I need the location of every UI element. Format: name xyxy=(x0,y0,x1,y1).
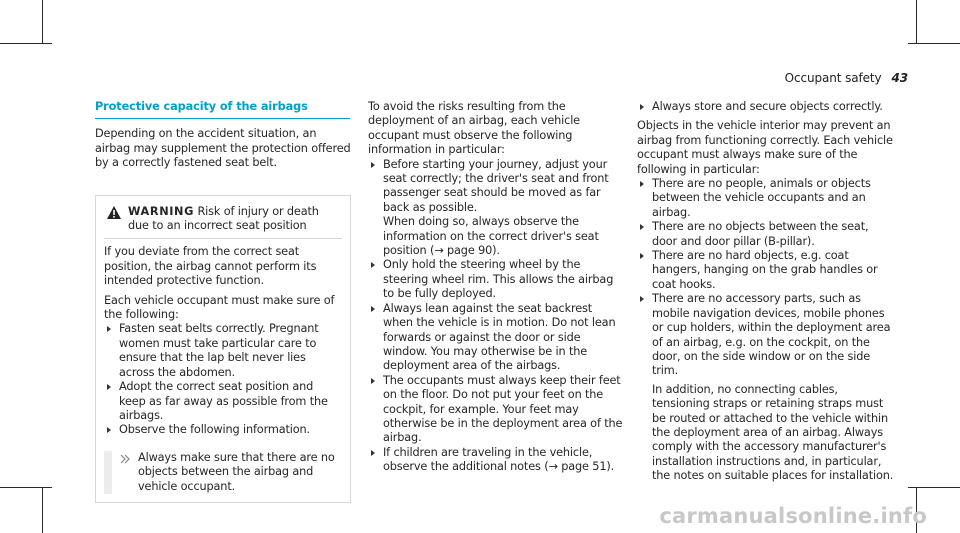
warning-triangle-icon xyxy=(107,206,121,219)
divider xyxy=(104,238,342,239)
page-number: 43 xyxy=(891,71,908,85)
warning-label: WARNING xyxy=(128,204,194,218)
list-item-text: Before starting your journey, adjust your seat correctly; the driver's seat and front passenger seat should be moved as far back as possible. xyxy=(383,157,609,214)
list-item: There are no hard objects, e.g. coat hangers, hanging on the grab handles or coat hooks. xyxy=(637,249,895,292)
list-item-sub: In addition, no connecting cables, tensioning straps or retaining straps must be routed or attached to the vehicle within the deployment area of an airbag. Always comply with the accessory manufacturer's installation instructions and, in particular, the notes on suitable places for installation. xyxy=(652,382,894,483)
intro-paragraph: Objects in the vehicle interior may prevent an airbag from functioning correctly. Each vehicle occupant must always make sure of the following in particular: xyxy=(637,119,893,176)
list-item xyxy=(368,158,623,259)
crop-mark xyxy=(42,0,43,44)
warning-risk: Risk of injury or death due to an incorrect seat position xyxy=(128,204,319,233)
note-arrow-icon xyxy=(120,454,130,464)
watermark: carmanualsonline.info xyxy=(659,504,927,528)
list-item: Fasten seat belts correctly. Pregnant women must take particular care to ensure that the lap belt never lies across the abdomen. xyxy=(104,322,342,380)
crop-mark xyxy=(42,487,43,533)
list-item-sub xyxy=(383,215,623,258)
note-text: Always make sure that there are no objects between the airbag and vehicle occupant. xyxy=(138,450,335,493)
crop-mark xyxy=(916,0,917,44)
column-3 xyxy=(637,100,895,484)
warning-paragraph: If you deviate from the correct seat position, the airbag cannot perform its intended protective function. xyxy=(104,245,317,288)
list-item: Adopt the correct seat position and keep as far away as possible from the airbags. xyxy=(104,380,342,423)
list-item xyxy=(637,292,895,483)
page-reference-link[interactable]: (→ page 90). xyxy=(430,244,500,258)
instruction-list xyxy=(637,100,895,114)
list-item: Observe the following information. xyxy=(104,423,342,437)
objects-list xyxy=(637,177,895,484)
intro-paragraph: To avoid the risks resulting from the deployment of an airbag, each vehicle occupant must observe the following information in particular: xyxy=(368,100,580,157)
warning-box xyxy=(95,195,351,503)
warning-header xyxy=(104,205,342,234)
warning-paragraph: Each vehicle occupant must make sure of the following: xyxy=(104,293,335,322)
list-item: Always lean against the seat backrest when the vehicle is in motion. Do not lean forwards or against the door or side window. You may otherwise be in the deployment area of the airbags. xyxy=(368,302,623,374)
note-bar xyxy=(104,451,112,494)
list-item: There are no people, animals or objects between the vehicle occupants and an airbag. xyxy=(637,177,895,220)
intro-paragraph: Depending on the accident situation, an airbag may supplement the protection offered by a correctly fastened seat belt. xyxy=(95,127,351,170)
list-item: The occupants must always keep their feet on the floor. Do not put your feet on the cockpit, for example. Your feet may otherwise be in the deployment area of the airbag. xyxy=(368,374,623,446)
list-item-sub-text: When doing so, always observe the information on the correct driver's seat position xyxy=(383,215,599,258)
list-item xyxy=(368,446,623,475)
title-rule xyxy=(95,118,350,119)
warning-list xyxy=(104,322,342,437)
list-item: There are no objects between the seat, door and door pillar (B-pillar). xyxy=(637,220,895,249)
column-2 xyxy=(368,100,623,475)
crop-mark xyxy=(0,43,52,44)
crop-mark xyxy=(908,487,960,488)
column-1 xyxy=(95,100,351,503)
list-item: Always store and secure objects correctly. xyxy=(637,100,895,114)
list-item-text: If children are traveling in the vehicle, observe the additional notes xyxy=(383,445,593,474)
crop-mark xyxy=(0,487,52,488)
note xyxy=(104,451,342,494)
list-item: Only hold the steering wheel by the steering wheel rim. This allows the airbag to be fully deployed. xyxy=(368,258,623,301)
instruction-list xyxy=(368,158,623,475)
section-title: Protective capacity of the airbags xyxy=(95,100,308,113)
crop-mark xyxy=(908,43,960,44)
running-header xyxy=(785,71,908,85)
list-item-text: There are no accessory parts, such as mobile navigation devices, mobile phones or cup holders, within the deployment area of an airbag, e.g. on the cockpit, on the door, on the side window or on the side trim. xyxy=(652,292,891,378)
page-reference-link[interactable]: (→ page 51). xyxy=(544,460,615,474)
section-name: Occupant safety xyxy=(784,71,882,85)
